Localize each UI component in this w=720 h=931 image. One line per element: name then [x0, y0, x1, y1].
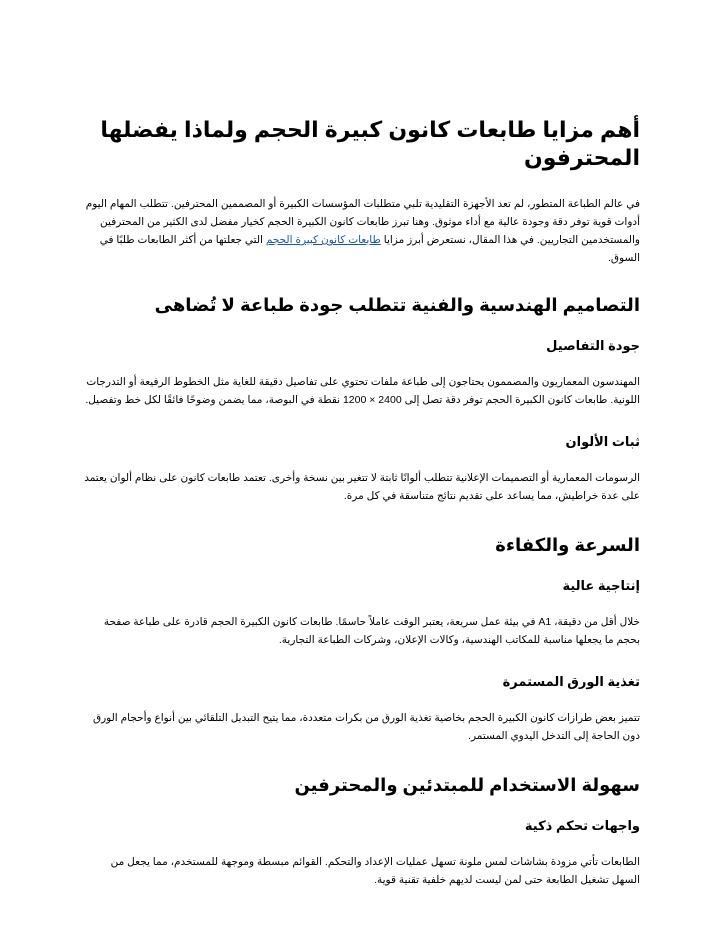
- intro-paragraph: [82, 195, 640, 267]
- paragraph-detail-quality: المهندسون المعماريون والمصممون يحتاجون إلى طباعة ملفات تحتوي على تفاصيل دقيقة للغاية مثل الخطوط الرفيعة أو التدرجات اللونية. طابعات كانون الكبيرة الحجم توفر دقة تصل إلى 2400 × 1200 نقطة في البوصة، مما يضمن وضوحًا فائقًا لكل خط وتفصيل.: [85, 376, 640, 406]
- paragraph-smart-controls: الطابعات تأتي مزودة بشاشات لمس ملونة تسهل عمليات الإعداد والتحكم. القوائم مبسطة وموجهة للمستخدم، مما يجعل من السهل تشغيل الطابعة حتى لمن ليست لديهم خلفية تقنية قوية.: [110, 856, 640, 886]
- canon-large-format-link[interactable]: طابعات كانون كبيرة الحجم: [265, 234, 381, 246]
- paragraph-color-consistency: الرسومات المعمارية أو التصميمات الإعلانية تتطلب ألوانًا ثابتة لا تتغير بين نسخة وأخرى. تعتمد طابعات كانون على نظام ألوان يعتمد على عدة خراطيش، مما يساعد على تقديم نتائج متناسقة في كل مرة.: [84, 472, 640, 502]
- subheading-high-productivity: إنتاجية عالية: [562, 578, 640, 593]
- section-heading-design-quality: التصاميم الهندسية والفنية تتطلب جودة طباعة لا تُضاهى: [154, 295, 640, 315]
- section-heading-speed-efficiency: السرعة والكفاءة: [495, 535, 640, 555]
- subheading-smart-controls: واجهات تحكم ذكية: [524, 818, 640, 833]
- section-heading-ease-of-use: سهولة الاستخدام للمبتدئين والمحترفين: [294, 775, 640, 795]
- intro-text-after: التي جعلتها من أكثر الطابعات طلبًا في السوق.: [99, 234, 640, 264]
- subheading-color-consistency: ثبات الألوان: [565, 434, 640, 449]
- document-title: أهم مزايا طابعات كانون كبيرة الحجم ولماذا يفضلها المحترفون: [100, 117, 640, 170]
- subheading-continuous-paper-feed: تغذية الورق المستمرة: [502, 674, 640, 689]
- paragraph-continuous-paper-feed: تتميز بعض طرازات كانون الكبيرة الحجم بخاصية تغذية الورق من بكرات متعددة، مما يتيح التبديل التلقائي بين أنواع وأحجام الورق دون الحاجة إلى التدخل اليدوي المستمر.: [92, 712, 640, 742]
- intro-text-before: في عالم الطباعة المتطور، لم تعد الأجهزة التقليدية تلبي متطلبات المؤسسات الكبيرة أو المصممين المحترفين. تتطلب المهام اليوم أدوات قوية توفر دقة وجودة عالية مع أداء موثوق. وهنا تبرز طابعات كانون الكبيرة الحجم كخيار مفضل لدى الكثير من المحترفين والمستخدمين التجاريين. في هذا المقال، نستعرض أبرز مزايا: [85, 198, 640, 246]
- subheading-detail-quality: جودة التفاصيل: [546, 338, 640, 353]
- paragraph-high-productivity: خلال أقل من دقيقة، A1 في بيئة عمل سريعة، يعتبر الوقت عاملاً حاسمًا. طابعات كانون الكبيرة الحجم قادرة على طباعة صفحة بحجم ما يجعلها مناسبة للمكاتب الهندسية، وكالات الإعلان، وشركات الطباعة التجارية.: [103, 616, 640, 646]
- document-page: [82, 108, 640, 889]
